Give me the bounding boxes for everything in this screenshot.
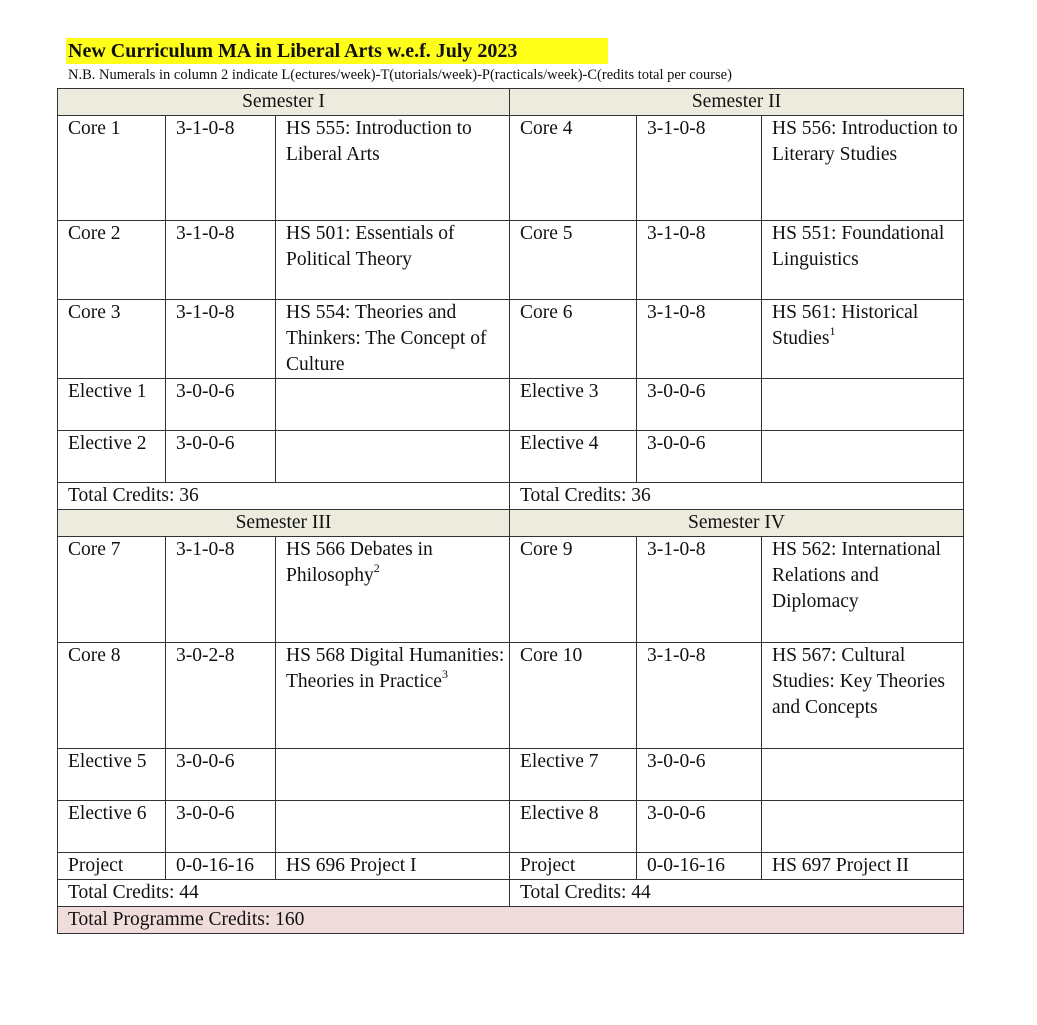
ltpc-cell: 3-1-0-8 xyxy=(166,537,276,643)
course-title: HS 567: Cultural Studies: Key Theories and Concepts xyxy=(762,643,964,749)
ltpc-cell: 3-1-0-8 xyxy=(166,221,276,300)
page-title: New Curriculum MA in Liberal Arts w.e.f. July 2023 xyxy=(66,38,608,64)
ltpc-cell: 3-0-0-6 xyxy=(166,431,276,483)
course-title-cell xyxy=(276,643,510,749)
course-title xyxy=(762,749,964,801)
semester-total: Total Credits: 44 xyxy=(510,880,964,907)
course-type: Elective 8 xyxy=(510,801,637,853)
ltpc-cell: 3-0-0-6 xyxy=(637,379,762,431)
ltpc-cell: 3-1-0-8 xyxy=(637,643,762,749)
course-type: Core 6 xyxy=(510,300,637,379)
course-title: HS 554: Theories and Thinkers: The Concept of Culture xyxy=(276,300,510,379)
footnote-marker: 1 xyxy=(829,324,836,338)
course-type: Elective 6 xyxy=(58,801,166,853)
course-title xyxy=(276,749,510,801)
course-title: HS 696 Project I xyxy=(276,853,510,880)
ltpc-cell: 3-0-0-6 xyxy=(637,801,762,853)
course-title: HS 501: Essentials of Political Theory xyxy=(276,221,510,300)
course-title: HS 568 Digital Humanities: Theories in Practice xyxy=(286,645,505,692)
course-type: Core 5 xyxy=(510,221,637,300)
ltpc-cell: 3-1-0-8 xyxy=(637,300,762,379)
ltpc-cell: 3-0-2-8 xyxy=(166,643,276,749)
course-title: HS 561: Historical Studies xyxy=(772,302,919,349)
course-title-cell xyxy=(762,300,964,379)
ltpc-cell: 3-1-0-8 xyxy=(637,221,762,300)
ltpc-cell: 3-0-0-6 xyxy=(166,379,276,431)
semester-header: Semester III xyxy=(58,510,510,537)
table-row xyxy=(58,643,964,749)
table-row xyxy=(58,300,964,379)
semester-header: Semester II xyxy=(510,89,964,116)
course-type: Core 7 xyxy=(58,537,166,643)
course-type: Project xyxy=(58,853,166,880)
course-title xyxy=(276,431,510,483)
ltpc-cell: 3-0-0-6 xyxy=(637,431,762,483)
course-title: HS 556: Introduction to Literary Studies xyxy=(762,116,964,221)
semester-total: Total Credits: 44 xyxy=(58,880,510,907)
course-type: Core 2 xyxy=(58,221,166,300)
ltpc-cell: 3-0-0-6 xyxy=(637,749,762,801)
table-row xyxy=(58,221,964,300)
course-type: Core 10 xyxy=(510,643,637,749)
course-type: Elective 2 xyxy=(58,431,166,483)
course-type: Core 1 xyxy=(58,116,166,221)
ltpc-cell: 3-0-0-6 xyxy=(166,749,276,801)
curriculum-table xyxy=(57,88,964,934)
course-type: Elective 7 xyxy=(510,749,637,801)
ltpc-cell: 3-0-0-6 xyxy=(166,801,276,853)
course-type: Project xyxy=(510,853,637,880)
semester-header: Semester IV xyxy=(510,510,964,537)
course-title xyxy=(762,431,964,483)
course-title: HS 551: Foundational Linguistics xyxy=(762,221,964,300)
semester-total: Total Credits: 36 xyxy=(58,483,510,510)
semester-total: Total Credits: 36 xyxy=(510,483,964,510)
course-type: Elective 3 xyxy=(510,379,637,431)
ltpc-cell: 0-0-16-16 xyxy=(166,853,276,880)
course-type: Core 4 xyxy=(510,116,637,221)
course-title xyxy=(762,379,964,431)
table-row xyxy=(58,853,964,880)
ltpc-cell: 0-0-16-16 xyxy=(637,853,762,880)
course-type: Elective 4 xyxy=(510,431,637,483)
course-type: Core 9 xyxy=(510,537,637,643)
course-title xyxy=(762,801,964,853)
course-type: Elective 5 xyxy=(58,749,166,801)
footnote-marker: 3 xyxy=(441,667,448,681)
semester-header: Semester I xyxy=(58,89,510,116)
table-row xyxy=(58,537,964,643)
ltpc-cell: 3-1-0-8 xyxy=(637,116,762,221)
course-type: Elective 1 xyxy=(58,379,166,431)
table-row xyxy=(58,379,964,431)
programme-total: Total Programme Credits: 160 xyxy=(58,907,964,934)
table-row xyxy=(58,431,964,483)
course-title xyxy=(276,379,510,431)
course-title-cell xyxy=(276,537,510,643)
ltpc-cell: 3-1-0-8 xyxy=(166,300,276,379)
table-row xyxy=(58,116,964,221)
course-title: HS 566 Debates in Philosophy xyxy=(286,539,433,586)
ltpc-note: N.B. Numerals in column 2 indicate L(ectures/week)-T(utorials/week)-P(racticals/week)-C(redits total per course) xyxy=(68,67,732,83)
ltpc-cell: 3-1-0-8 xyxy=(166,116,276,221)
course-type: Core 3 xyxy=(58,300,166,379)
footnote-marker: 2 xyxy=(373,561,380,575)
table-row xyxy=(58,801,964,853)
table-row xyxy=(58,749,964,801)
course-title: HS 697 Project II xyxy=(762,853,964,880)
course-title: HS 562: International Relations and Diplomacy xyxy=(762,537,964,643)
course-type: Core 8 xyxy=(58,643,166,749)
ltpc-cell: 3-1-0-8 xyxy=(637,537,762,643)
course-title: HS 555: Introduction to Liberal Arts xyxy=(276,116,510,221)
course-title xyxy=(276,801,510,853)
